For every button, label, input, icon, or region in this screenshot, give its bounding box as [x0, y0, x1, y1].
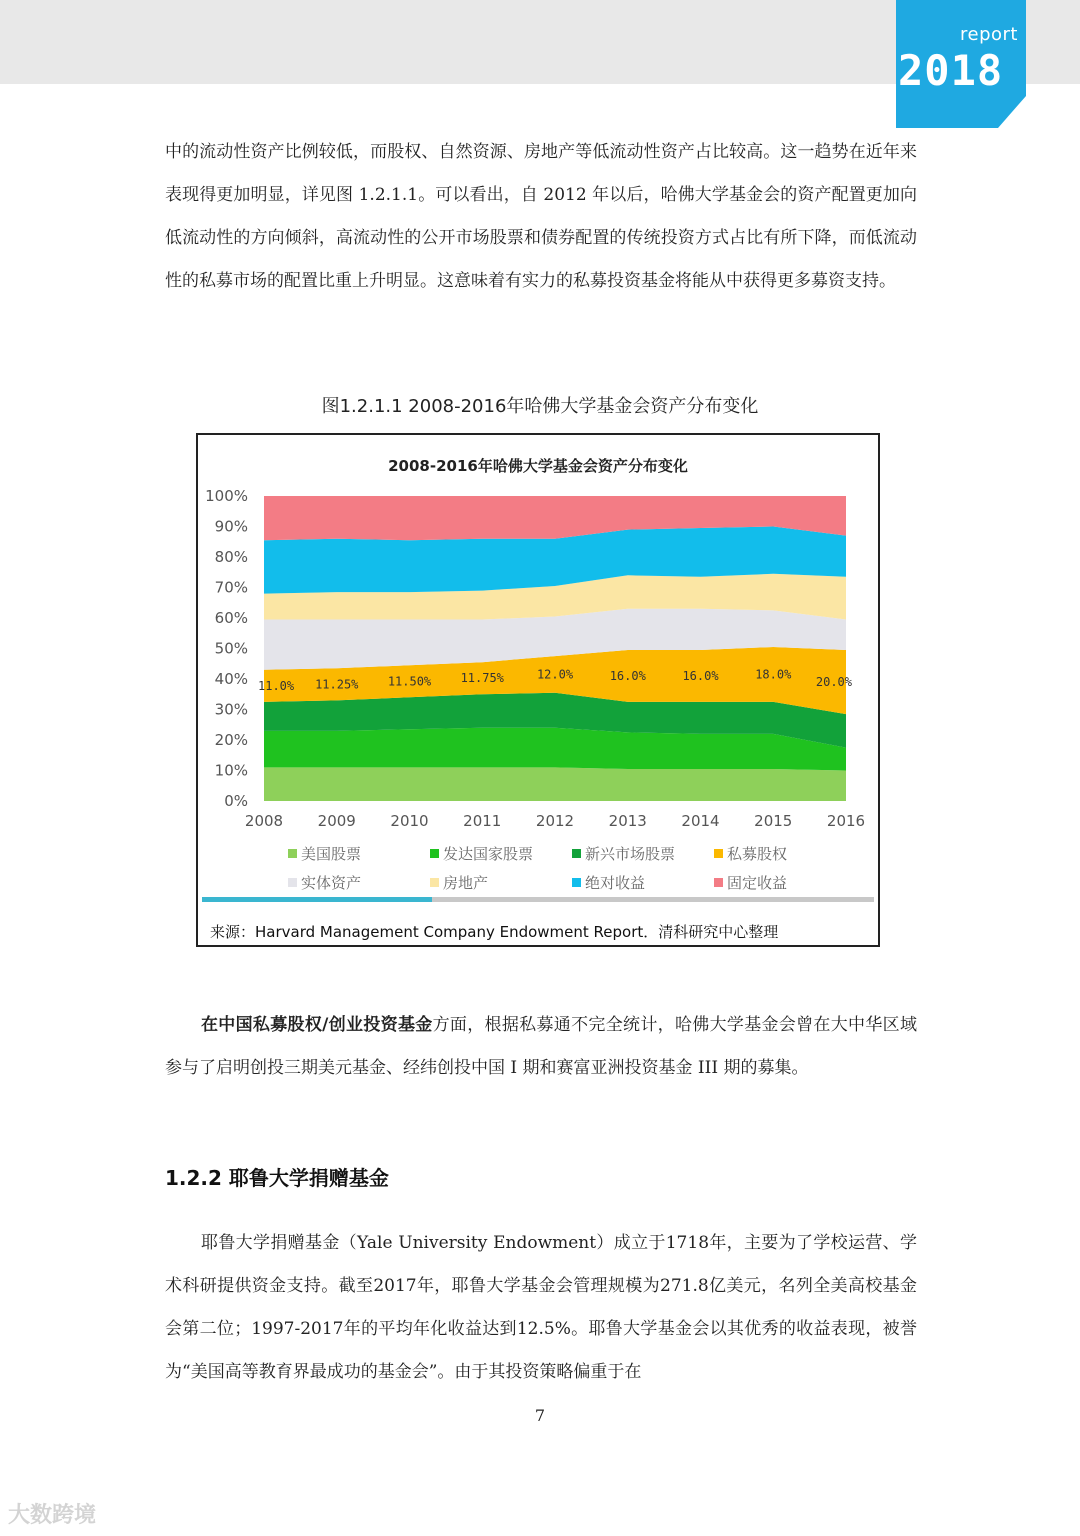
- y-tick-label: 40%: [214, 670, 248, 688]
- legend-item: [430, 872, 488, 893]
- y-tick-label: 70%: [214, 578, 248, 597]
- legend-label: 绝对收益: [585, 874, 646, 892]
- y-tick-label: 60%: [214, 609, 248, 627]
- legend-swatch: [288, 849, 297, 858]
- data-label: 11.75%: [460, 671, 504, 686]
- source-divider-accent: [202, 897, 432, 902]
- x-tick-label: 2012: [535, 812, 575, 830]
- chart-title: 2008-2016年哈佛大学基金会资产分布变化: [388, 457, 688, 475]
- legend-swatch: [572, 878, 581, 887]
- legend-label: 房地产: [443, 874, 489, 892]
- x-tick-label: 2016: [826, 812, 866, 830]
- data-label: 16.0%: [609, 668, 646, 683]
- x-tick-label: 2015: [754, 812, 793, 830]
- data-label: 18.0%: [755, 667, 792, 682]
- badge-word: report: [960, 24, 1018, 45]
- badge-year: 2018: [898, 46, 1004, 95]
- figure-source: 来源：Harvard Management Company Endowment Report．清科研究中心整理: [210, 923, 779, 941]
- legend-swatch: [714, 878, 723, 887]
- legend-label: 发达国家股票: [443, 845, 534, 863]
- watermark-logo: 大数跨境: [8, 1503, 97, 1528]
- data-label: 16.0%: [682, 668, 719, 683]
- chart-frame: [196, 433, 880, 947]
- data-label: 11.0%: [258, 678, 295, 693]
- paragraph-2-text: 方面，根据私募通不完全统计，哈佛大学基金会曾在大中华区域参与了启明创投三期美元基金、经纬创投中国 I 期和赛富亚洲投资基金 III 期的募集。: [165, 1015, 917, 1078]
- y-tick-label: 30%: [214, 700, 248, 719]
- y-tick-label: 50%: [214, 639, 248, 658]
- legend-label: 私募股权: [727, 845, 788, 863]
- section-title: 1.2.2 耶鲁大学捐赠基金: [165, 1166, 389, 1190]
- area-series-1: [264, 767, 846, 801]
- source-divider: [202, 897, 874, 902]
- body-paragraph-3: 耶鲁大学捐赠基金（Yale University Endowment）成立于1718年，主要为了学校运营、学术科研提供资金支持。截至2017年，耶鲁大学基金会管理规模为271.8亿美元，名列全美高校基金会第二位；1997-2017年的平均年化收益达到12.5%。耶鲁大学基金会以其优秀的收益表现，被誉为“美国高等教育界最成功的基金会”。由于其投资策略偏重于在: [165, 1233, 917, 1382]
- x-tick-label: 2011: [463, 812, 502, 830]
- paragraph-2-bold-lead: 在中国私募股权/创业投资基金: [201, 1015, 433, 1035]
- legend-item: [572, 872, 645, 893]
- data-label: 11.50%: [387, 674, 432, 689]
- x-tick-label: 2009: [317, 812, 356, 830]
- legend-swatch: [714, 849, 723, 858]
- area-series-2: [264, 728, 846, 771]
- y-tick-label: 90%: [214, 517, 248, 536]
- body-paragraph-2: [165, 1004, 917, 1090]
- x-tick-label: 2013: [608, 812, 647, 830]
- legend-item: [714, 843, 787, 864]
- legend-item: [288, 843, 361, 864]
- data-label: 20.0%: [815, 675, 852, 690]
- x-tick-label: 2014: [681, 812, 720, 830]
- legend-swatch: [430, 878, 439, 887]
- y-tick-label: 80%: [214, 548, 248, 566]
- report-year-badge: [896, 0, 1026, 128]
- y-tick-label: 20%: [214, 731, 248, 749]
- y-tick-label: 10%: [214, 761, 248, 780]
- page-number: 7: [534, 1406, 546, 1425]
- figure-caption: 图1.2.1.1 2008-2016年哈佛大学基金会资产分布变化: [321, 396, 759, 417]
- stacked-area-chart: [198, 435, 878, 945]
- body-paragraph-1: 中的流动性资产比例较低，而股权、自然资源、房地产等低流动性资产占比较高。这一趋势在近年来表现得更加明显，详见图 1.2.1.1。可以看出，自 2012 年以后，哈佛大学基金会的资产配置更加向低流动性的方向倾斜，高流动性的公开市场股票和债券配置的传统投资方式占比有所下降，而低流动性的私募市场的配置比重上升明显。这意味着有实力的私募投资基金将能从中获得更多募资支持。: [165, 142, 917, 291]
- legend-label: 美国股票: [301, 845, 362, 863]
- x-tick-label: 2008: [244, 812, 284, 830]
- x-tick-label: 2010: [390, 812, 429, 830]
- data-label: 11.25%: [315, 677, 359, 692]
- legend-item: [714, 872, 787, 893]
- legend-swatch: [572, 849, 581, 858]
- legend-item: [572, 843, 675, 864]
- legend-item: [288, 872, 361, 893]
- legend-label: 新兴市场股票: [585, 845, 676, 863]
- y-tick-label: 100%: [205, 487, 248, 505]
- legend-swatch: [430, 849, 439, 858]
- legend-item: [430, 843, 533, 864]
- y-tick-label: 0%: [224, 792, 248, 810]
- legend-label: 实体资产: [301, 874, 362, 892]
- data-label: 12.0%: [536, 667, 574, 682]
- legend-swatch: [288, 878, 297, 887]
- legend-label: 固定收益: [727, 874, 788, 892]
